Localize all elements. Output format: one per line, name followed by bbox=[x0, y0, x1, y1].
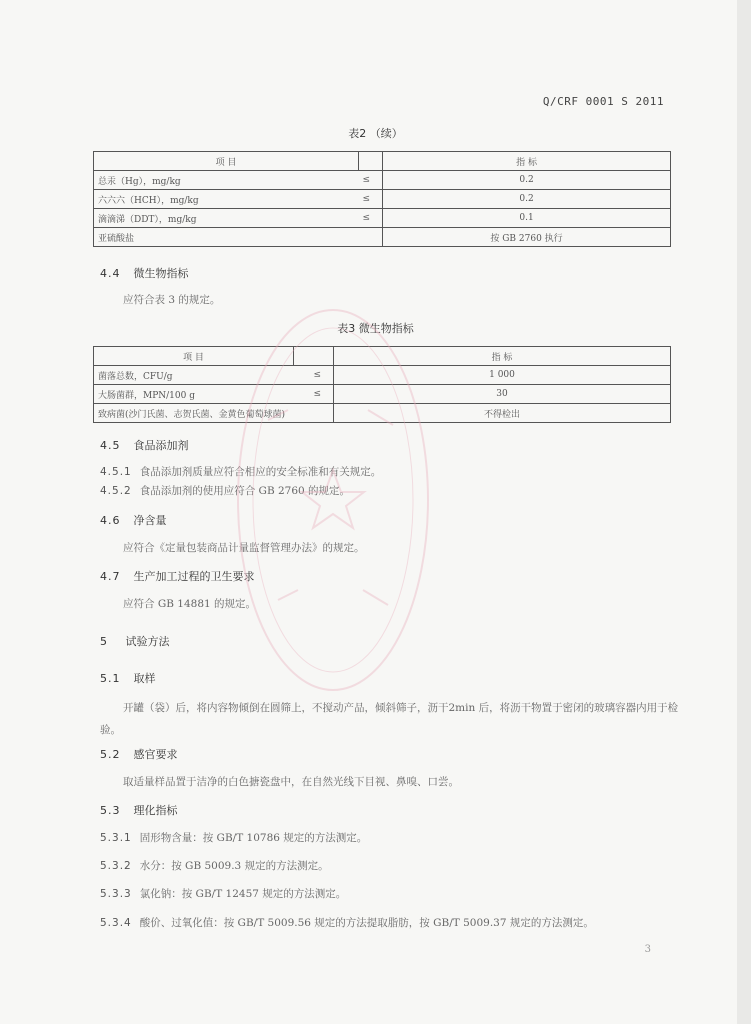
clause-number: 5.3.4 bbox=[100, 917, 132, 929]
header-item: 项 目 bbox=[94, 152, 359, 171]
section-title: 感官要求 bbox=[133, 748, 178, 761]
section-title: 生产加工过程的卫生要求 bbox=[133, 570, 255, 583]
section-heading bbox=[100, 265, 189, 281]
section-number: 4.7 bbox=[100, 570, 121, 583]
row-item: 致病菌(沙门氏菌、志贺氏菌、金黄色葡萄球菌) bbox=[94, 404, 334, 423]
table3 bbox=[93, 346, 671, 423]
clause bbox=[100, 915, 594, 930]
row-value: 不得检出 bbox=[334, 404, 671, 423]
clause bbox=[100, 886, 346, 901]
row-item: 滴滴涕（DDT），mg/kg bbox=[94, 209, 359, 228]
clause bbox=[100, 483, 350, 498]
table3-caption: 表3 微生物指标 bbox=[337, 322, 414, 335]
row-op bbox=[359, 228, 383, 247]
section-number: 5.3 bbox=[100, 804, 121, 817]
row-op: ≤ bbox=[359, 209, 383, 228]
section-number: 5.2 bbox=[100, 748, 121, 761]
row-op: ≤ bbox=[359, 171, 383, 190]
header-item: 项 目 bbox=[94, 347, 294, 366]
table-row bbox=[94, 171, 671, 190]
clause-text: 固形物含量：按 GB/T 10786 规定的方法测定。 bbox=[139, 832, 368, 844]
table-row bbox=[94, 404, 671, 423]
row-op: ≤ bbox=[294, 366, 334, 385]
section-heading bbox=[100, 437, 189, 453]
row-item: 亚硫酸盐 bbox=[94, 228, 359, 247]
table-header-row bbox=[94, 152, 671, 171]
section-title: 理化指标 bbox=[133, 804, 178, 817]
row-value: 0.2 bbox=[383, 171, 671, 190]
section-heading bbox=[100, 802, 178, 818]
section-title: 微生物指标 bbox=[133, 267, 189, 280]
row-value: 0.2 bbox=[383, 190, 671, 209]
section-heading bbox=[100, 568, 255, 584]
paragraph: 开罐（袋）后，将内容物倾倒在圆筛上，不搅动产品，倾斜筛子，沥干2min 后，将沥干物置于密闭的玻璃容器内用于检验。 bbox=[100, 702, 679, 736]
clause bbox=[100, 464, 381, 479]
clause-text: 氯化钠：按 GB/T 12457 规定的方法测定。 bbox=[139, 888, 347, 900]
clause-number: 4.5.1 bbox=[100, 466, 132, 478]
section-heading bbox=[100, 670, 156, 686]
clause-number: 5.3.2 bbox=[100, 860, 132, 872]
section-heading bbox=[100, 512, 167, 528]
clause bbox=[100, 830, 367, 845]
clause-number: 5.3.3 bbox=[100, 888, 132, 900]
paragraph: 应符合《定量包装商品计量监督管理办法》的规定。 bbox=[123, 542, 365, 554]
paragraph: 取适量样品置于洁净的白色搪瓷盘中，在自然光线下目视、鼻嗅、口尝。 bbox=[123, 776, 459, 788]
clause-text: 水分：按 GB 5009.3 规定的方法测定。 bbox=[139, 860, 329, 872]
row-value: 30 bbox=[334, 385, 671, 404]
table-row bbox=[94, 190, 671, 209]
clause-text: 食品添加剂质量应符合相应的安全标准和有关规定。 bbox=[139, 466, 382, 478]
paragraph: 应符合 GB 14881 的规定。 bbox=[123, 598, 257, 610]
row-value: 1 000 bbox=[334, 366, 671, 385]
section-number: 4.5 bbox=[100, 439, 121, 452]
clause-text: 食品添加剂的使用应符合 GB 2760 的规定。 bbox=[139, 485, 351, 497]
row-item: 总汞（Hg），mg/kg bbox=[94, 171, 359, 190]
section-number: 5 bbox=[100, 635, 108, 648]
page-number: 3 bbox=[644, 944, 651, 955]
table2-caption: 表2 （续） bbox=[348, 127, 403, 140]
row-value: 按 GB 2760 执行 bbox=[383, 228, 671, 247]
row-item: 大肠菌群，MPN/100 g bbox=[94, 385, 294, 404]
header-value: 指 标 bbox=[383, 152, 671, 171]
table-header-row bbox=[94, 347, 671, 366]
paragraph: 应符合表 3 的规定。 bbox=[123, 294, 221, 306]
section-number: 4.6 bbox=[100, 514, 121, 527]
section-title: 取样 bbox=[133, 672, 156, 685]
header-value: 指 标 bbox=[334, 347, 671, 366]
row-value: 0.1 bbox=[383, 209, 671, 228]
table-row bbox=[94, 228, 671, 247]
section-number: 4.4 bbox=[100, 267, 121, 280]
section-heading bbox=[100, 633, 170, 649]
row-item: 六六六（HCH），mg/kg bbox=[94, 190, 359, 209]
standard-code: Q/CRF 0001 S 2011 bbox=[542, 95, 664, 108]
clause bbox=[100, 858, 329, 873]
clause-text: 酸价、过氧化值：按 GB/T 5009.56 规定的方法提取脂肪，按 GB/T 5009.37 规定的方法测定。 bbox=[139, 917, 594, 929]
table2 bbox=[93, 151, 671, 247]
table-row bbox=[94, 366, 671, 385]
clause-number: 5.3.1 bbox=[100, 832, 132, 844]
row-item: 菌落总数，CFU/g bbox=[94, 366, 294, 385]
clause-number: 4.5.2 bbox=[100, 485, 132, 497]
row-op: ≤ bbox=[359, 190, 383, 209]
section-title: 净含量 bbox=[133, 514, 167, 527]
table-row bbox=[94, 385, 671, 404]
section-heading bbox=[100, 746, 178, 762]
section-title: 试验方法 bbox=[125, 635, 170, 648]
table-row bbox=[94, 209, 671, 228]
section-title: 食品添加剂 bbox=[133, 439, 189, 452]
row-op: ≤ bbox=[294, 385, 334, 404]
section-number: 5.1 bbox=[100, 672, 121, 685]
